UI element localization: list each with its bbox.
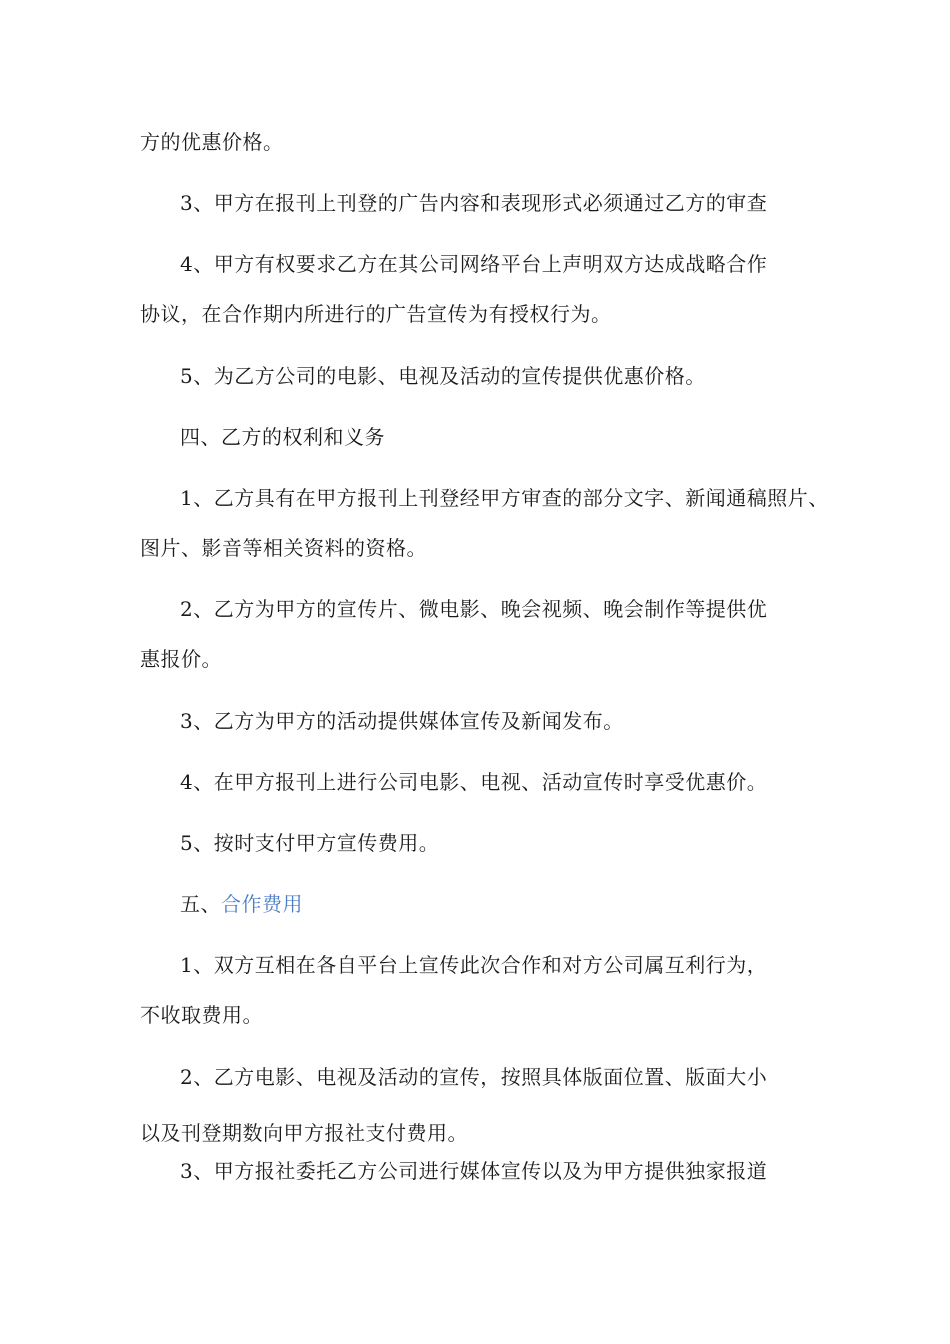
paragraph-line: 1、双方互相在各自平台上宣传此次合作和对方公司属互利行为， (180, 953, 768, 977)
paragraph-line: 1、乙方具有在甲方报刊上刊登经甲方审查的部分文字、新闻通稿照片、 (180, 486, 829, 510)
paragraph-line: 2、乙方为甲方的宣传片、微电影、晚会视频、晚会制作等提供优 (180, 597, 768, 621)
paragraph-line: 4、在甲方报刊上进行公司电影、电视、活动宣传时享受优惠价。 (180, 770, 768, 794)
section-number: 五、 (180, 892, 221, 916)
paragraph-line: 5、为乙方公司的电影、电视及活动的宣传提供优惠价格。 (180, 364, 706, 388)
paragraph-line: 图片、影音等相关资料的资格。 (140, 536, 427, 560)
section-title-link[interactable]: 合作费用 (221, 892, 303, 916)
paragraph-line: 不收取费用。 (140, 1003, 263, 1027)
paragraph-line: 5、按时支付甲方宣传费用。 (180, 831, 440, 855)
paragraph-line: 协议，在合作期内所进行的广告宣传为有授权行为。 (140, 302, 612, 326)
paragraph-line: 4、甲方有权要求乙方在其公司网络平台上声明双方达成战略合作 (180, 252, 768, 276)
section-heading: 四、乙方的权利和义务 (180, 425, 385, 449)
paragraph-line: 3、甲方报社委托乙方公司进行媒体宣传以及为甲方提供独家报道 (180, 1159, 768, 1183)
section-heading (180, 892, 303, 916)
paragraph-line: 惠报价。 (140, 647, 222, 671)
paragraph-line: 3、乙方为甲方的活动提供媒体宣传及新闻发布。 (180, 709, 624, 733)
paragraph-line: 方的优惠价格。 (140, 130, 284, 154)
paragraph-line: 2、乙方电影、电视及活动的宣传，按照具体版面位置、版面大小 (180, 1065, 768, 1089)
paragraph-line: 3、甲方在报刊上刊登的广告内容和表现形式必须通过乙方的审查 (180, 191, 768, 215)
paragraph-line: 以及刊登期数向甲方报社支付费用。 (140, 1121, 468, 1145)
